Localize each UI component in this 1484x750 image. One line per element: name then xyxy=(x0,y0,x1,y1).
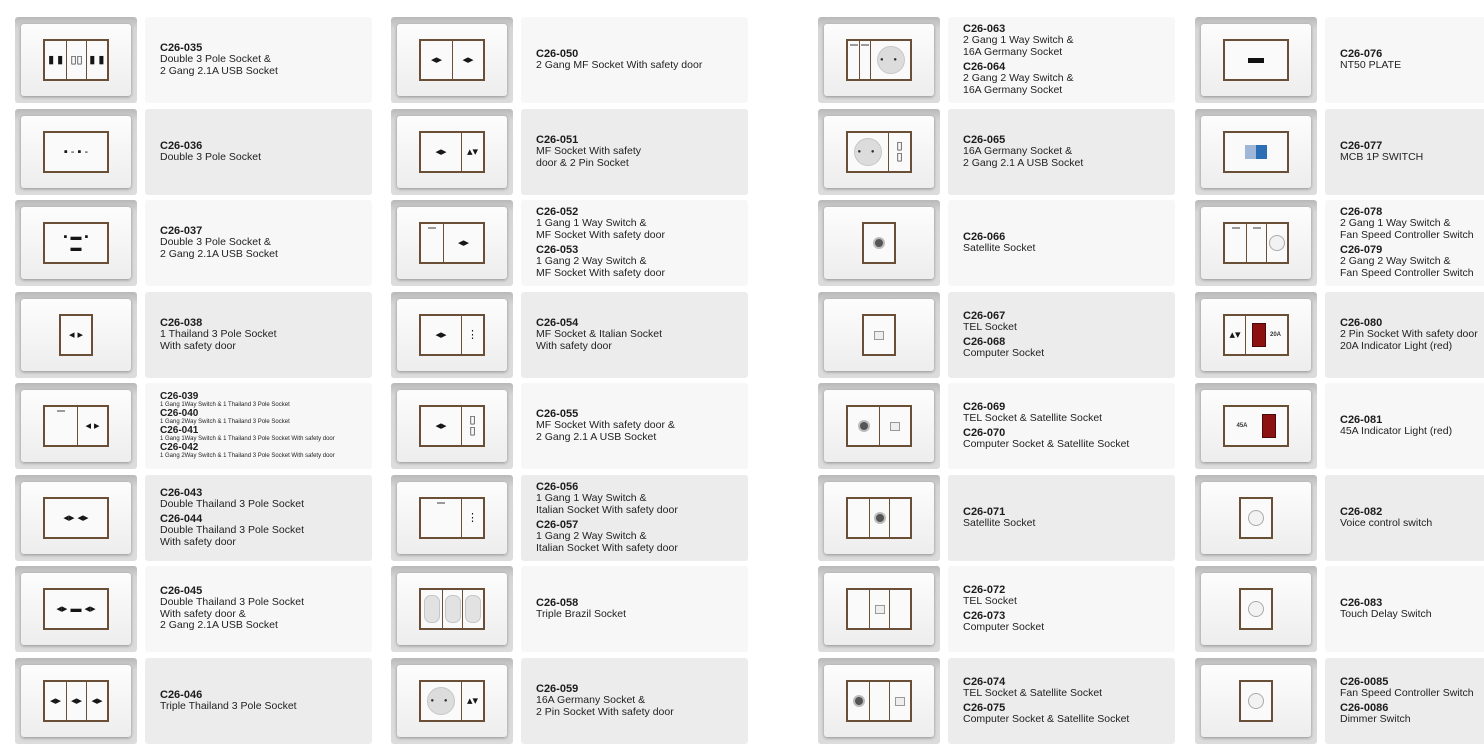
product-image xyxy=(391,17,513,103)
product-image xyxy=(15,566,137,652)
product-entry xyxy=(1340,506,1484,530)
product-entry xyxy=(1340,244,1484,279)
product-description xyxy=(145,17,372,103)
product-description xyxy=(521,566,748,652)
product-entry xyxy=(160,487,372,511)
product-text: Computer Socket xyxy=(963,621,1045,633)
product-image xyxy=(391,475,513,561)
thailand-socket-icon: ◂▸ xyxy=(70,694,83,707)
product-text: Triple Brazil Socket xyxy=(536,607,627,620)
product-description xyxy=(948,383,1175,469)
product-code: C26-035 xyxy=(160,42,203,54)
two-pin-socket-icon: ▴▾ xyxy=(466,145,479,158)
product-image xyxy=(818,17,940,103)
product-text: 1 Thailand 3 Pole Socket With safety door xyxy=(160,328,277,352)
product-text: 1 Gang 1Way Switch & 1 Thailand 3 Pole Socket With safety door xyxy=(160,436,335,442)
rj-jack-icon xyxy=(875,605,885,614)
product-image xyxy=(818,658,940,744)
rocker-switch-icon xyxy=(1225,224,1246,262)
product-text: Computer Socket & Satellite Socket xyxy=(963,438,1130,450)
product-description xyxy=(1325,658,1484,744)
usb-port-icon: ▯ xyxy=(469,414,476,426)
product-code: C26-076 xyxy=(1340,47,1383,60)
rocker-switch-icon xyxy=(421,224,443,262)
product-text: Satellite Socket xyxy=(963,516,1036,529)
voice-sensor-icon xyxy=(1248,510,1264,526)
product-image xyxy=(1195,475,1317,561)
product-entry xyxy=(536,244,748,279)
satellite-socket-icon xyxy=(858,420,870,432)
product-entry xyxy=(160,42,372,77)
socket-usb-icon: ▪ ▬ ▪ xyxy=(63,231,89,243)
product-text: Double Thailand 3 Pole Socket xyxy=(160,497,304,510)
product-description xyxy=(1325,292,1484,378)
product-entry xyxy=(963,134,1175,169)
product-code: C26-081 xyxy=(1340,413,1383,426)
product-code: C26-073 xyxy=(963,610,1006,622)
product-text: 1 Gang 1Way Switch & 1 Thailand 3 Pole Socket xyxy=(160,402,290,408)
two-pin-socket-icon: ▴▾ xyxy=(1229,328,1241,341)
product-entry xyxy=(536,206,748,241)
product-description xyxy=(145,109,372,195)
rocker-switch-icon xyxy=(421,499,461,537)
product-code: C26-058 xyxy=(536,596,579,609)
satellite-socket-icon xyxy=(874,512,886,524)
product-text: TEL Socket xyxy=(963,594,1017,607)
germany-socket-icon: ● ● xyxy=(427,687,455,715)
product-entry xyxy=(963,584,1175,608)
mf-socket-icon: ◂▸ xyxy=(435,145,447,158)
product-image xyxy=(391,658,513,744)
germany-socket-icon: ● ● xyxy=(877,46,905,74)
socket-pins-icon: ▮ ▮ xyxy=(48,53,64,66)
rj-jack-icon xyxy=(890,422,900,431)
product-entry xyxy=(160,140,372,164)
satellite-socket-icon xyxy=(853,695,865,707)
product-text: Dimmer Switch xyxy=(1340,713,1411,725)
product-entry xyxy=(963,23,1175,58)
amp-label: 20A xyxy=(1269,332,1281,338)
usb-port-icon: ▯ xyxy=(896,140,903,152)
product-code: C26-056 xyxy=(536,481,579,493)
two-pin-socket-icon: ▴▾ xyxy=(466,694,479,707)
rj-jack-icon xyxy=(874,331,884,340)
product-code: C26-078 xyxy=(1340,206,1383,218)
product-code: C26-046 xyxy=(160,688,203,701)
rocker-switch-icon xyxy=(848,41,859,79)
product-code: C26-074 xyxy=(963,675,1006,688)
product-entry xyxy=(963,610,1175,634)
rocker-switch-icon xyxy=(1246,224,1266,262)
nt50-slot-icon xyxy=(1248,58,1264,63)
product-description xyxy=(145,566,372,652)
product-code: C26-083 xyxy=(1340,596,1383,609)
product-code: C26-037 xyxy=(160,225,203,237)
product-entry xyxy=(536,519,748,554)
thailand-socket-icon: ◂▸ ▬ ◂▸ xyxy=(56,602,96,615)
product-text: 1 Gang 2 Way Switch & MF Socket With safety door xyxy=(536,255,665,279)
mf-socket-icon: ◂▸ xyxy=(435,328,447,341)
product-code: C26-080 xyxy=(1340,317,1383,329)
product-entry xyxy=(963,702,1175,726)
product-description xyxy=(1325,109,1484,195)
product-description xyxy=(145,383,372,469)
product-text: Double Thailand 3 Pole Socket With safety door & 2 Gang 2.1A USB Socket xyxy=(160,596,304,632)
product-text: 2 Gang 2 Way Switch & Fan Speed Controller Switch xyxy=(1340,255,1474,279)
product-description xyxy=(521,109,748,195)
product-description xyxy=(1325,383,1484,469)
product-code: C26-0086 xyxy=(1340,702,1389,714)
product-text: NT50 PLATE xyxy=(1340,58,1402,71)
product-text: 16A Germany Socket & 2 Pin Socket With safety door xyxy=(536,694,674,718)
product-description xyxy=(521,475,748,561)
product-code: C26-082 xyxy=(1340,505,1383,518)
product-text: Voice control switch xyxy=(1340,516,1433,529)
product-entry xyxy=(963,61,1175,96)
product-code: C26-053 xyxy=(536,244,579,256)
product-image xyxy=(15,383,137,469)
product-code: C26-0085 xyxy=(1340,675,1389,688)
product-text: TEL Socket & Satellite Socket xyxy=(963,411,1103,424)
product-entry xyxy=(536,597,748,621)
product-entry xyxy=(536,481,748,516)
product-code: C26-063 xyxy=(963,23,1006,35)
product-entry xyxy=(160,443,372,460)
product-entry xyxy=(963,506,1175,530)
product-image xyxy=(15,475,137,561)
product-code: C26-054 xyxy=(536,317,579,329)
product-text: 16A Germany Socket & 2 Gang 2.1 A USB Socket xyxy=(963,145,1084,169)
touch-button-icon xyxy=(1248,601,1264,617)
product-text: MF Socket With safety door & 2 Gang 2.1 A USB Socket xyxy=(536,419,675,443)
product-description xyxy=(521,658,748,744)
product-entry xyxy=(1340,48,1484,72)
product-description xyxy=(521,292,748,378)
product-image xyxy=(818,566,940,652)
product-entry xyxy=(160,409,372,426)
product-entry xyxy=(963,427,1175,451)
product-code: C26-075 xyxy=(963,702,1006,714)
amp-label: 45A xyxy=(1236,423,1248,429)
thailand-socket-icon: ◂▸ ◂▸ xyxy=(63,511,89,524)
product-entry xyxy=(160,689,372,713)
product-code: C26-057 xyxy=(536,519,579,531)
product-image xyxy=(818,292,940,378)
rj-jack-icon xyxy=(895,697,905,706)
product-code: C26-071 xyxy=(963,505,1006,518)
product-description xyxy=(948,200,1175,286)
product-entry xyxy=(160,513,372,548)
indicator-light-icon xyxy=(1262,414,1276,438)
mcb-breaker-icon xyxy=(1245,145,1267,159)
product-code: C26-044 xyxy=(160,513,203,526)
product-image xyxy=(15,109,137,195)
product-image xyxy=(1195,17,1317,103)
mf-socket-icon: ◂▸ xyxy=(435,419,447,432)
italian-socket-icon: ⋮ xyxy=(467,328,478,341)
product-description xyxy=(1325,566,1484,652)
product-image xyxy=(15,200,137,286)
product-image xyxy=(391,200,513,286)
product-code: C26-042 xyxy=(160,442,199,453)
product-code: C26-072 xyxy=(963,583,1006,596)
product-description xyxy=(145,292,372,378)
product-entry xyxy=(160,426,372,443)
product-code: C26-055 xyxy=(536,408,579,420)
product-description xyxy=(1325,200,1484,286)
product-text: Touch Delay Switch xyxy=(1340,607,1432,620)
mf-socket-icon: ◂▸ xyxy=(462,53,474,66)
product-text: 1 Gang 1 Way Switch & Italian Socket With safety door xyxy=(536,492,678,516)
product-code: C26-038 xyxy=(160,317,203,329)
dimmer-knob-icon xyxy=(1248,693,1264,709)
product-image xyxy=(1195,658,1317,744)
product-entry xyxy=(536,134,748,169)
brazil-socket-icon xyxy=(445,595,461,623)
product-description xyxy=(1325,17,1484,103)
product-entry xyxy=(1340,597,1484,621)
product-description xyxy=(521,17,748,103)
mf-socket-icon: ◂▸ xyxy=(457,236,470,249)
product-entry xyxy=(536,317,748,352)
product-text: 1 Gang 1 Way Switch & MF Socket With safety door xyxy=(536,217,665,241)
product-entry xyxy=(1340,140,1484,164)
usb-port-icon: ▯ xyxy=(469,425,476,437)
product-entry xyxy=(963,310,1175,334)
product-image xyxy=(1195,566,1317,652)
product-image xyxy=(391,292,513,378)
product-text: MF Socket & Italian Socket With safety door xyxy=(536,328,663,352)
product-text: Double Thailand 3 Pole Socket With safety door xyxy=(160,524,304,548)
product-text: 2 Pin Socket With safety door 20A Indicator Light (red) xyxy=(1340,328,1478,352)
product-code: C26-036 xyxy=(160,139,203,152)
product-text: Computer Socket xyxy=(963,347,1045,359)
indicator-light-icon xyxy=(1252,323,1266,347)
product-image xyxy=(1195,383,1317,469)
product-text: 1 Gang 2Way Switch & 1 Thailand 3 Pole Socket With safety door xyxy=(160,453,335,459)
product-entry xyxy=(160,585,372,632)
product-entry xyxy=(963,336,1175,360)
brazil-socket-icon xyxy=(424,595,440,623)
usb-port-icon: ▯▯ xyxy=(70,53,83,66)
product-description xyxy=(145,658,372,744)
product-entry xyxy=(536,683,748,718)
product-image xyxy=(391,109,513,195)
product-image xyxy=(818,383,940,469)
product-code: C26-041 xyxy=(160,425,199,436)
product-image xyxy=(818,109,940,195)
product-code: C26-039 xyxy=(160,391,199,402)
product-text: 2 Gang 2 Way Switch & 16A Germany Socket xyxy=(963,72,1074,96)
product-description xyxy=(948,475,1175,561)
product-description xyxy=(948,17,1175,103)
product-text: MCB 1P SWITCH xyxy=(1340,150,1424,163)
product-code: C26-077 xyxy=(1340,139,1383,152)
product-text: Double 3 Pole Socket & 2 Gang 2.1A USB Socket xyxy=(160,236,278,260)
product-description xyxy=(948,292,1175,378)
product-entry xyxy=(1340,702,1484,726)
product-code: C26-043 xyxy=(160,486,203,499)
usb-port-icon: ▯ xyxy=(896,151,903,163)
thailand-socket-icon: ◂▸ xyxy=(91,694,103,707)
product-entry xyxy=(963,676,1175,700)
product-image xyxy=(391,566,513,652)
product-text: MF Socket With safety door & 2 Pin Socket xyxy=(536,145,642,169)
product-code: C26-040 xyxy=(160,408,199,419)
product-text: 2 Gang 1 Way Switch & Fan Speed Controller Switch xyxy=(1340,217,1474,241)
product-image xyxy=(15,17,137,103)
italian-socket-icon: ⋮ xyxy=(467,511,478,524)
product-image xyxy=(818,475,940,561)
product-code: C26-068 xyxy=(963,336,1006,348)
product-text: TEL Socket & Satellite Socket xyxy=(963,686,1103,699)
product-image xyxy=(1195,109,1317,195)
product-entry xyxy=(536,408,748,443)
product-text: 2 Gang 1 Way Switch & 16A Germany Socket xyxy=(963,34,1074,58)
product-text: 2 Gang MF Socket With safety door xyxy=(536,58,703,71)
product-code: C26-079 xyxy=(1340,244,1383,256)
product-code: C26-059 xyxy=(536,683,579,695)
thailand-socket-icon: ◂ ▸ xyxy=(68,328,84,341)
product-code: C26-064 xyxy=(963,61,1006,73)
product-image xyxy=(391,383,513,469)
product-code: C26-069 xyxy=(963,400,1006,413)
product-image xyxy=(818,200,940,286)
product-text: Double 3 Pole Socket xyxy=(160,150,261,163)
product-text: Double 3 Pole Socket & 2 Gang 2.1A USB Socket xyxy=(160,53,278,77)
product-image xyxy=(15,292,137,378)
product-entry xyxy=(160,392,372,409)
product-text: 45A Indicator Light (red) xyxy=(1340,424,1453,437)
product-description xyxy=(521,200,748,286)
product-description xyxy=(948,109,1175,195)
product-code: C26-066 xyxy=(963,230,1006,243)
rocker-switch-icon xyxy=(859,41,870,79)
product-text: TEL Socket xyxy=(963,320,1017,333)
product-text: 1 Gang 2 Way Switch & Italian Socket With safety door xyxy=(536,530,678,554)
product-entry xyxy=(536,48,748,72)
product-image xyxy=(15,658,137,744)
product-entry xyxy=(1340,206,1484,241)
product-code: C26-065 xyxy=(963,134,1006,146)
product-entry xyxy=(160,317,372,352)
socket-pins-icon: ▪ - ▪ - xyxy=(63,145,89,158)
product-entry xyxy=(963,401,1175,425)
product-code: C26-045 xyxy=(160,585,203,598)
product-text: Fan Speed Controller Switch xyxy=(1340,686,1474,699)
product-entry xyxy=(1340,317,1484,352)
usb-port-icon: ▬ xyxy=(70,242,82,254)
product-code: C26-052 xyxy=(536,206,579,218)
product-code: C26-050 xyxy=(536,47,579,60)
product-code: C26-070 xyxy=(963,427,1006,439)
product-description xyxy=(1325,475,1484,561)
rocker-switch-icon xyxy=(45,407,77,445)
product-entry xyxy=(160,225,372,260)
product-entry xyxy=(1340,414,1484,438)
thailand-socket-icon: ◂▸ xyxy=(49,694,62,707)
product-text: 1 Gang 2Way Switch & 1 Thailand 3 Pole Socket xyxy=(160,419,290,425)
product-code: C26-067 xyxy=(963,309,1006,322)
germany-socket-icon: ● ● xyxy=(854,138,882,166)
product-code: C26-051 xyxy=(536,134,579,146)
product-image xyxy=(1195,292,1317,378)
product-text: Satellite Socket xyxy=(963,241,1036,254)
thailand-socket-icon: ◂ ▸ xyxy=(85,419,100,432)
product-description xyxy=(521,383,748,469)
product-text: Triple Thailand 3 Pole Socket xyxy=(160,699,297,712)
product-image xyxy=(1195,200,1317,286)
product-entry xyxy=(963,231,1175,255)
product-entry xyxy=(1340,676,1484,700)
brazil-socket-icon xyxy=(465,595,481,623)
product-description xyxy=(145,475,372,561)
socket-pins-icon: ▮ ▮ xyxy=(89,53,105,66)
satellite-socket-icon xyxy=(873,237,885,249)
product-description xyxy=(948,658,1175,744)
product-description xyxy=(145,200,372,286)
product-text: Computer Socket & Satellite Socket xyxy=(963,713,1130,725)
product-description xyxy=(948,566,1175,652)
fan-knob-icon xyxy=(1269,235,1285,251)
mf-socket-icon: ◂▸ xyxy=(430,53,443,66)
